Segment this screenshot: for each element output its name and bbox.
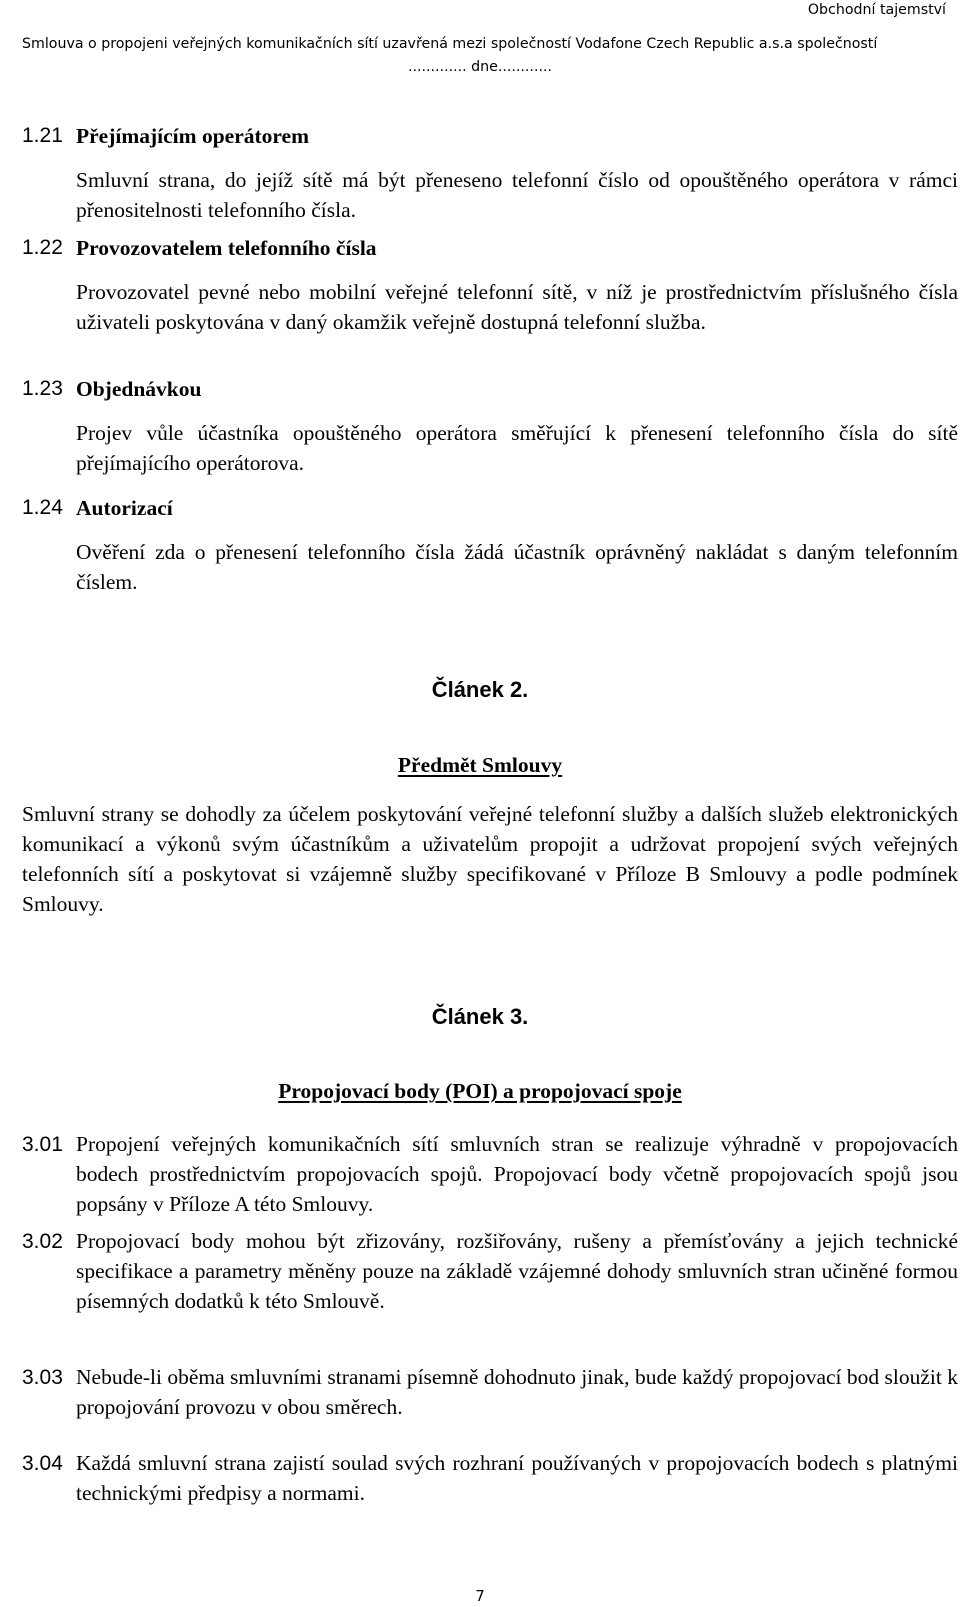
definition-text: Provozovatel pevné nebo mobilní veřejné telefonní sítě, v níž je prostřednictvím příslušného čísla uživateli poskytována v daný okamžik veřejně dostupná telefonní služba. <box>76 280 958 334</box>
article-3-heading: Článek 3. <box>431 1004 529 1029</box>
article-2-title: Předmět Smlouvy <box>397 753 563 777</box>
contract-title: Smlouva o propojeni veřejných komunikačních sítí uzavřená mezi společností Vodafone Czech Republic a.s.a společností <box>22 36 878 52</box>
definition-number: 1.21 <box>22 124 63 147</box>
clause-text: Každá smluvní strana zajistí soulad svých rozhraní používaných v propojovacích bodech s platnými technickými předpisy a normami. <box>76 1451 958 1505</box>
definition-text: Projev vůle účastníka opouštěného operátora směřující k přenesení telefonního čísla do sítě přejímajícího operátorova. <box>76 421 958 475</box>
confidentiality-label: Obchodní tajemství <box>807 2 946 18</box>
definition-term: Provozovatelem telefonního čísla <box>76 236 377 260</box>
article-2-text: Smluvní strany se dohodly za účelem poskytování veřejné telefonní služby a dalších služeb elektronických komunikací a výkonů svým účastníkům a uživatelům propojit a udržovat propojení svých veřejných telefonních sítí a poskytovat si vzájemně služby specifikované v Příloze B Smlouvy a podle podmínek Smlouvy. <box>22 802 958 916</box>
clause-number: 3.04 <box>22 1452 63 1475</box>
clause-number: 3.01 <box>22 1133 63 1156</box>
clause-text: Propojovací body mohou být zřizovány, rozšiřovány, rušeny a přemísťovány a jejich technické specifikace a parametry měněny pouze na základě vzájemné dohody smluvních stran učiněné formou písemných dodatků k této Smlouvě. <box>76 1229 958 1313</box>
article-2-heading: Článek 2. <box>431 677 529 702</box>
page-number: 7 <box>475 1587 485 1605</box>
definition-number: 1.22 <box>22 236 63 259</box>
definition-number: 1.24 <box>22 496 63 519</box>
article-3-title: Propojovací body (POI) a propojovací spoje <box>278 1079 682 1103</box>
definition-number: 1.23 <box>22 377 63 400</box>
definition-term: Přejímajícím operátorem <box>76 124 310 148</box>
clause-text: Nebude-li oběma smluvními stranami písemně dohodnuto jinak, bude každý propojovací bod sloužit k propojování provozu v obou směrech. <box>76 1365 958 1419</box>
clause-number: 3.03 <box>22 1366 63 1389</box>
definition-text: Ověření zda o přenesení telefonního čísla žádá účastník oprávněný nakládat s daným telefonním číslem. <box>76 540 958 594</box>
contract-date-line: ............. dne............ <box>408 59 552 75</box>
definition-term: Autorizací <box>76 496 173 520</box>
clause-text: Propojení veřejných komunikačních sítí smluvních stran se realizuje výhradně v propojovacích bodech prostřednictvím propojovacích spojů. Propojovací body včetně propojovacích spojů jsou popsány v Příloze A této Smlouvy. <box>76 1132 958 1216</box>
definition-term: Objednávkou <box>76 377 202 401</box>
definition-text: Smluvní strana, do jejíž sítě má být přeneseno telefonní číslo od opouštěného operátora v rámci přenositelnosti telefonního čísla. <box>76 168 958 222</box>
clause-number: 3.02 <box>22 1230 63 1253</box>
